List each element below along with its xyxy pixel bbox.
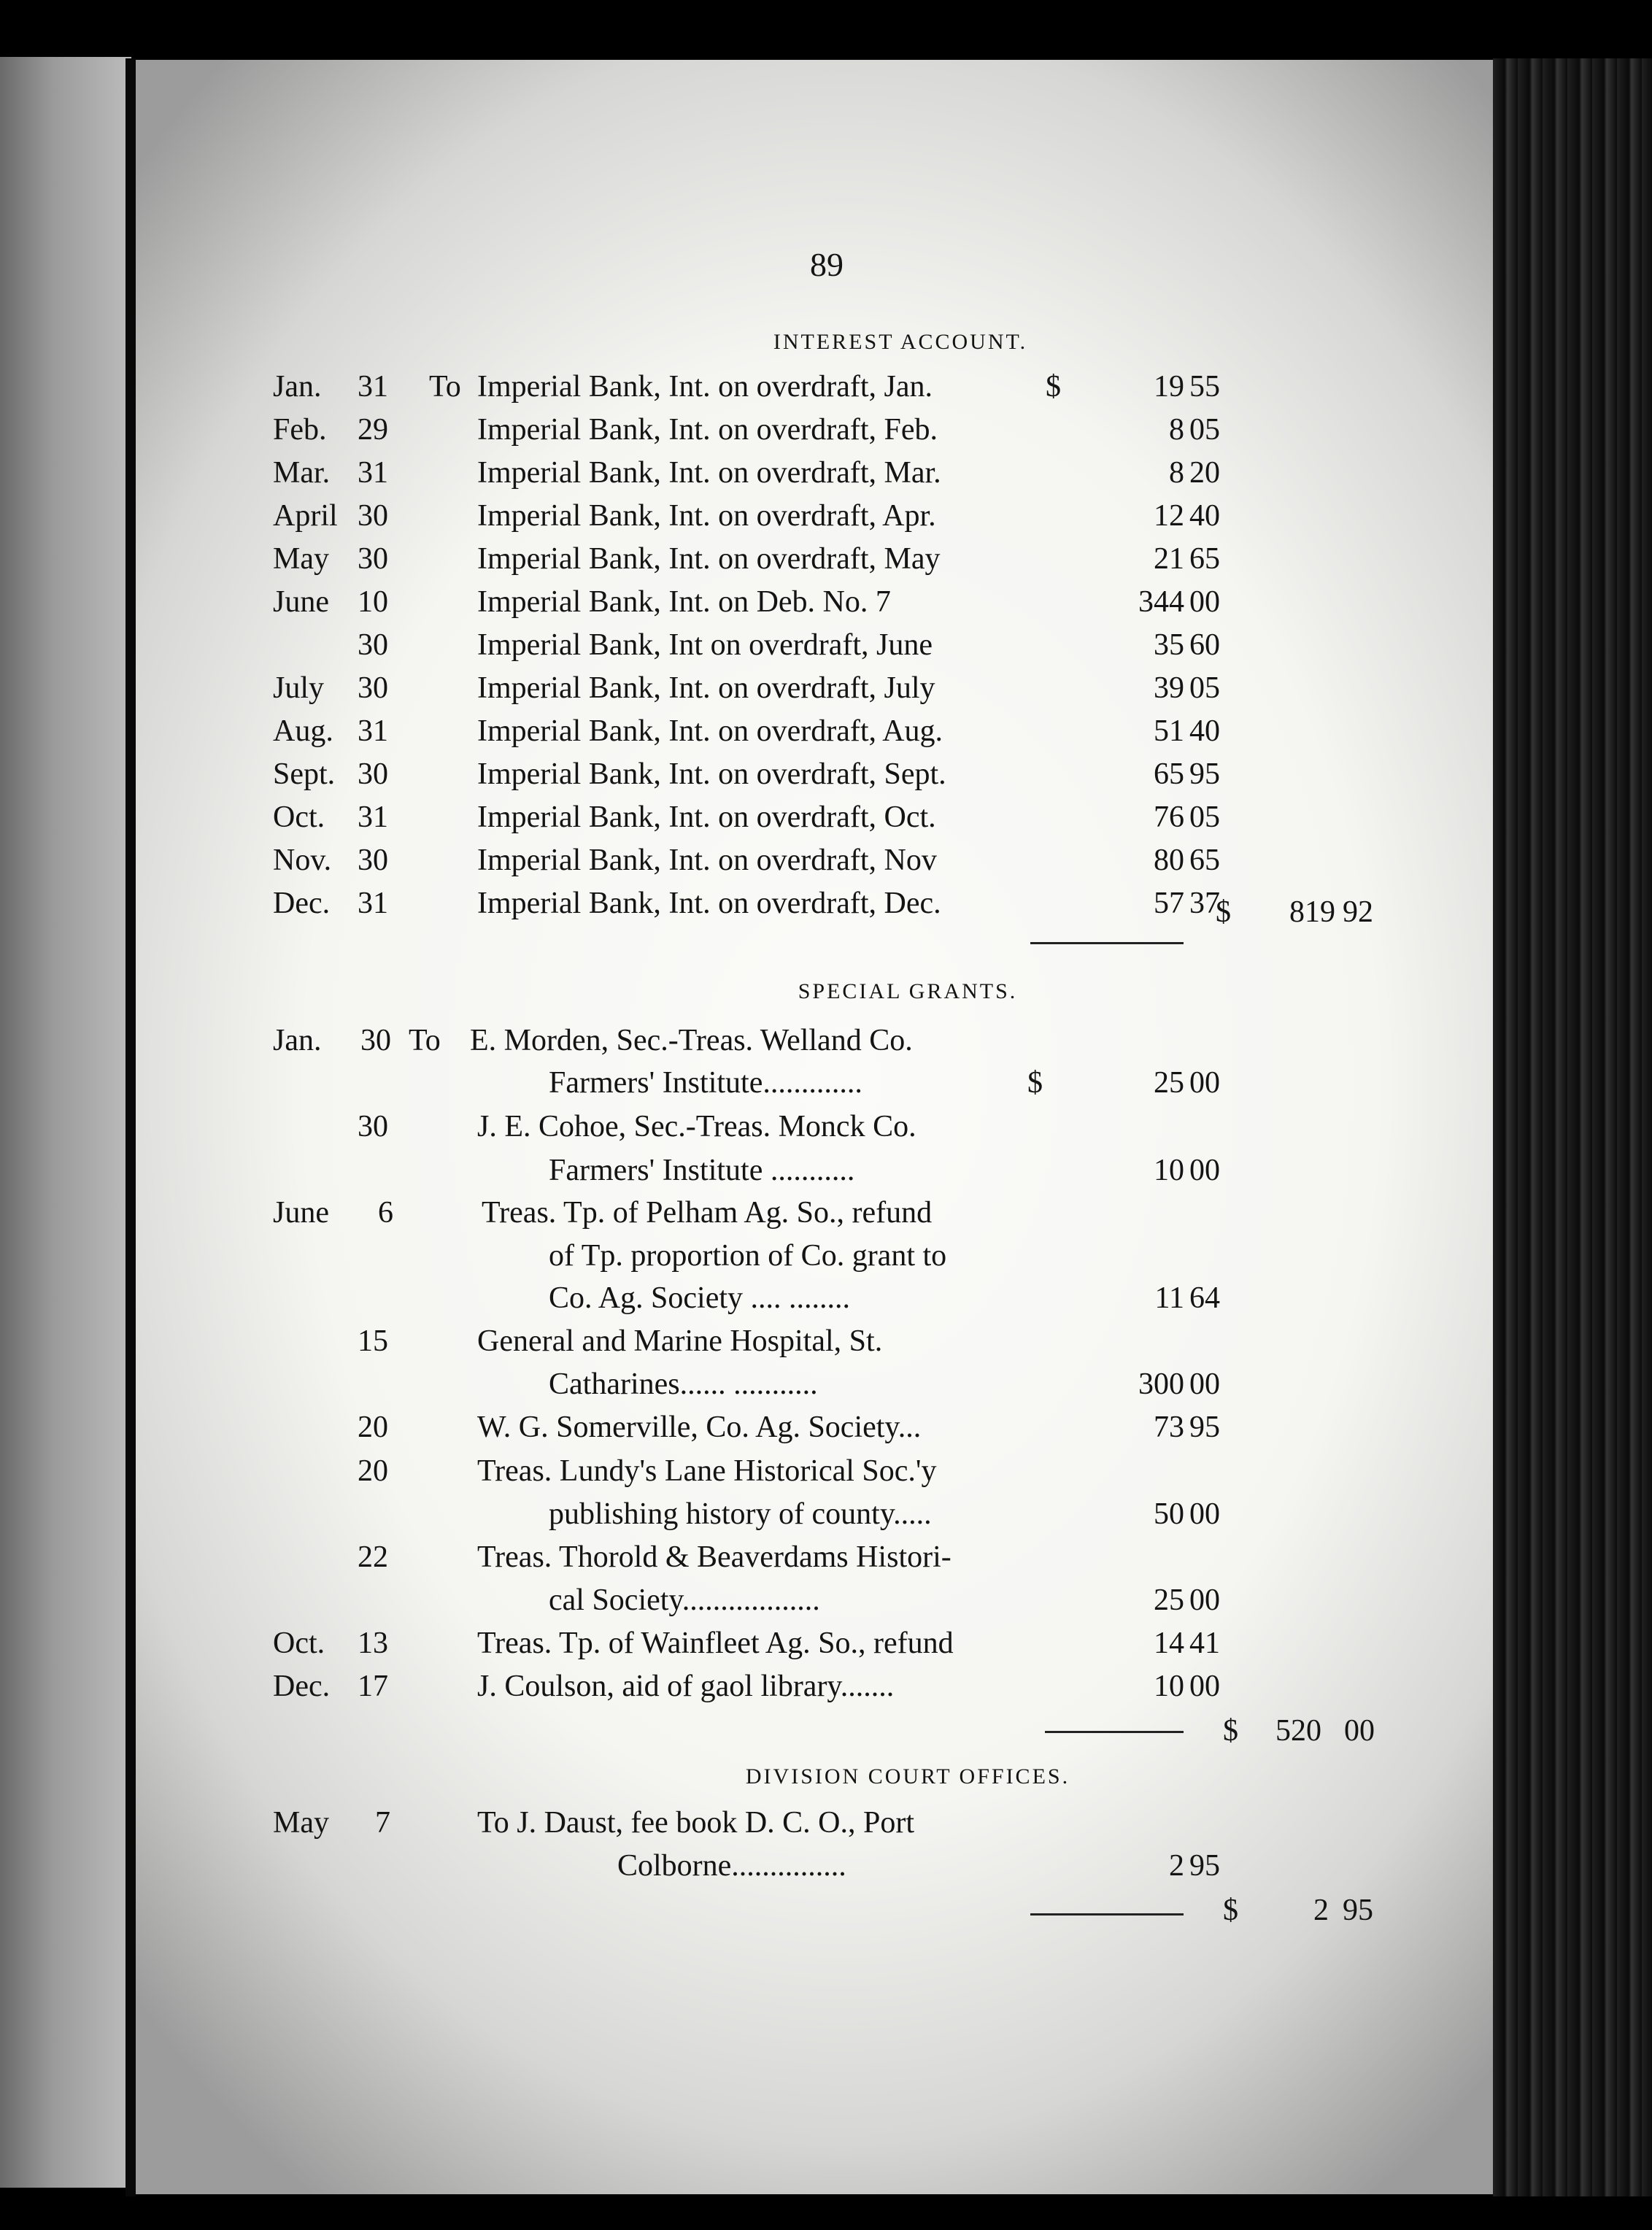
entry-month: Oct. xyxy=(273,1627,325,1660)
entry-cents: 20 xyxy=(1189,456,1220,490)
entry-description: Treas. Lundy's Lane Historical Soc.'y xyxy=(477,1454,937,1488)
interest-entry-row xyxy=(0,584,1652,627)
entry-day: 31 xyxy=(358,714,388,748)
entry-day: 22 xyxy=(358,1540,388,1574)
interest-total-dollar-sign: $ xyxy=(1216,895,1231,929)
entry-dollars: 11 xyxy=(1154,1281,1184,1315)
entry-dollars: 2 xyxy=(1169,1849,1184,1883)
entry-description: Colborne............... xyxy=(617,1849,846,1883)
interest-entry-row xyxy=(0,541,1652,584)
interest-total-cents: 92 xyxy=(1343,895,1373,929)
grants-total xyxy=(0,1713,1652,1756)
entry-description: Imperial Bank, Int. on overdraft, Oct. xyxy=(477,800,936,834)
entry-description: Treas. Tp. of Pelham Ag. So., refund xyxy=(482,1196,933,1230)
entry-description: Imperial Bank, Int. on overdraft, Dec. xyxy=(477,887,941,920)
entry-dollar-sign: $ xyxy=(1046,370,1061,404)
entry-dollars: 344 xyxy=(1138,585,1184,619)
entry-to: To xyxy=(429,370,461,404)
page-number: 89 xyxy=(810,246,844,283)
entry-day: 31 xyxy=(358,887,388,920)
entry-month: Sept. xyxy=(273,757,336,791)
entry-month: Dec. xyxy=(273,1670,331,1703)
entry-day: 29 xyxy=(358,413,388,447)
entry-month: Feb. xyxy=(273,413,327,447)
entry-cents: 65 xyxy=(1189,542,1220,576)
entry-dollars: 10 xyxy=(1154,1670,1184,1703)
entry-day: 30 xyxy=(358,671,388,705)
entry-description: Imperial Bank, Int. on overdraft, Aug. xyxy=(477,714,943,748)
division-total-dollars: 2 xyxy=(1313,1894,1329,1927)
division-total-cents: 95 xyxy=(1343,1894,1373,1927)
division-line xyxy=(0,1805,1652,1848)
entry-description: Imperial Bank, Int. on overdraft, Mar. xyxy=(477,456,941,490)
entry-day: 31 xyxy=(358,370,388,404)
interest-entry-row xyxy=(0,714,1652,756)
entry-dollars: 14 xyxy=(1154,1627,1184,1660)
grant-line xyxy=(0,1669,1652,1711)
entry-month: Mar. xyxy=(273,456,331,490)
entry-description: publishing history of county..... xyxy=(549,1497,932,1531)
entry-dollars: 8 xyxy=(1169,413,1184,447)
division-court-heading: DIVISION COURT OFFICES. xyxy=(745,1764,1070,1789)
grant-line xyxy=(0,1367,1652,1409)
interest-entry-row xyxy=(0,455,1652,498)
grant-line xyxy=(0,1583,1652,1625)
grant-line xyxy=(0,1023,1652,1065)
grants-total-dollars: 520 xyxy=(1275,1714,1321,1748)
entry-description: Imperial Bank, Int. on Deb. No. 7 xyxy=(477,585,891,619)
entry-dollars: 10 xyxy=(1154,1154,1184,1187)
entry-description: Treas. Tp. of Wainfleet Ag. So., refund xyxy=(477,1627,954,1660)
entry-cents: 00 xyxy=(1189,1367,1220,1401)
entry-cents: 41 xyxy=(1189,1627,1220,1660)
entry-description: J. E. Cohoe, Sec.-Treas. Monck Co. xyxy=(477,1110,916,1143)
entry-month: Nov. xyxy=(273,844,332,877)
entry-description: Co. Ag. Society .... ........ xyxy=(549,1281,851,1315)
entry-description: Imperial Bank, Int. on overdraft, Jan. xyxy=(477,370,933,404)
entry-day: 13 xyxy=(358,1627,388,1660)
entry-month: Dec. xyxy=(273,887,331,920)
entry-description: Farmers' Institute............. xyxy=(549,1066,862,1100)
interest-subtotal-rule xyxy=(1030,942,1184,944)
entry-dollars: 65 xyxy=(1154,757,1184,791)
entry-month: Oct. xyxy=(273,800,325,834)
grant-line xyxy=(0,1497,1652,1539)
entry-dollars: 25 xyxy=(1154,1583,1184,1617)
entry-day: 31 xyxy=(358,456,388,490)
interest-entry-row xyxy=(0,412,1652,455)
entry-cents: 64 xyxy=(1189,1281,1220,1315)
entry-description: General and Marine Hospital, St. xyxy=(477,1324,883,1358)
entry-cents: 05 xyxy=(1189,800,1220,834)
entry-dollars: 80 xyxy=(1154,844,1184,877)
interest-entry-row xyxy=(0,498,1652,541)
interest-account-heading: INTEREST ACCOUNT. xyxy=(773,330,1028,354)
entry-dollars: 39 xyxy=(1154,671,1184,705)
interest-entry-row xyxy=(0,843,1652,885)
entry-day: 6 xyxy=(378,1196,393,1230)
grant-line xyxy=(0,1109,1652,1151)
entry-cents: 60 xyxy=(1189,628,1220,662)
entry-description: Imperial Bank, Int. on overdraft, May xyxy=(477,542,941,576)
entry-to: To xyxy=(409,1024,441,1057)
grant-line xyxy=(0,1281,1652,1323)
entry-dollars: 57 xyxy=(1154,887,1184,920)
entry-description: Imperial Bank, Int. on overdraft, July xyxy=(477,671,935,705)
entry-month: May xyxy=(273,542,329,576)
entry-cents: 05 xyxy=(1189,671,1220,705)
entry-day: 15 xyxy=(358,1324,388,1358)
entry-cents: 95 xyxy=(1189,1849,1220,1883)
entry-month: April xyxy=(273,499,338,533)
interest-entry-row xyxy=(0,800,1652,842)
entry-day: 30 xyxy=(358,844,388,877)
entry-description: W. G. Somerville, Co. Ag. Society... xyxy=(477,1411,922,1444)
entry-description: of Tp. proportion of Co. grant to xyxy=(549,1239,947,1273)
entry-description: Imperial Bank, Int. on overdraft, Sept. xyxy=(477,757,946,791)
entry-description: E. Morden, Sec.-Treas. Welland Co. xyxy=(470,1024,913,1057)
entry-month: June xyxy=(273,1196,329,1230)
entry-dollars: 51 xyxy=(1154,714,1184,748)
grant-line xyxy=(0,1324,1652,1366)
entry-cents: 00 xyxy=(1189,585,1220,619)
entry-description: Imperial Bank, Int. on overdraft, Apr. xyxy=(477,499,936,533)
entry-cents: 37 xyxy=(1189,887,1220,920)
grants-total-cents: 00 xyxy=(1344,1714,1375,1748)
entry-month: May xyxy=(273,1806,329,1840)
entry-cents: 55 xyxy=(1189,370,1220,404)
entry-day: 30 xyxy=(358,499,388,533)
entry-cents: 95 xyxy=(1189,1411,1220,1444)
interest-total xyxy=(0,895,1652,937)
entry-description: Imperial Bank, Int. on overdraft, Feb. xyxy=(477,413,938,447)
entry-dollars: 8 xyxy=(1169,456,1184,490)
entry-description: Catharines...... ........... xyxy=(549,1367,818,1401)
entry-dollars: 19 xyxy=(1154,370,1184,404)
entry-day: 30 xyxy=(358,757,388,791)
division-total xyxy=(0,1893,1652,1935)
entry-dollars: 300 xyxy=(1138,1367,1184,1401)
interest-entry-row xyxy=(0,671,1652,713)
grant-line xyxy=(0,1410,1652,1452)
entry-month: Jan. xyxy=(273,370,322,404)
entry-month: July xyxy=(273,671,325,705)
entry-dollars: 12 xyxy=(1154,499,1184,533)
interest-entry-row xyxy=(0,628,1652,670)
entry-dollars: 76 xyxy=(1154,800,1184,834)
entry-description: J. Coulson, aid of gaol library....... xyxy=(477,1670,895,1703)
entry-dollars: 21 xyxy=(1154,542,1184,576)
entry-description: Treas. Thorold & Beaverdams Histori- xyxy=(477,1540,952,1574)
interest-entry-row xyxy=(0,369,1652,412)
entry-cents: 65 xyxy=(1189,844,1220,877)
entry-cents: 40 xyxy=(1189,714,1220,748)
entry-day: 7 xyxy=(375,1806,390,1840)
entry-day: 30 xyxy=(358,628,388,662)
entry-day: 10 xyxy=(358,585,388,619)
entry-cents: 00 xyxy=(1189,1583,1220,1617)
grants-total-dollar-sign: $ xyxy=(1223,1714,1238,1748)
entry-cents: 05 xyxy=(1189,413,1220,447)
entry-description: Imperial Bank, Int. on overdraft, Nov xyxy=(477,844,937,877)
grant-line xyxy=(0,1626,1652,1668)
entry-day: 20 xyxy=(358,1411,388,1444)
division-line xyxy=(0,1848,1652,1891)
entry-month: Jan. xyxy=(273,1024,322,1057)
entry-day: 20 xyxy=(358,1454,388,1488)
entry-dollars: 73 xyxy=(1154,1411,1184,1444)
division-total-dollar-sign: $ xyxy=(1223,1894,1238,1927)
interest-total-dollars: 819 xyxy=(1289,895,1335,929)
entry-cents: 00 xyxy=(1189,1154,1220,1187)
entry-cents: 00 xyxy=(1189,1670,1220,1703)
entry-day: 31 xyxy=(358,800,388,834)
entry-day: 30 xyxy=(358,1110,388,1143)
entry-cents: 40 xyxy=(1189,499,1220,533)
grant-line xyxy=(0,1238,1652,1281)
grant-line xyxy=(0,1454,1652,1496)
entry-month: Aug. xyxy=(273,714,333,748)
grant-line xyxy=(0,1540,1652,1582)
grant-line xyxy=(0,1065,1652,1108)
grant-line xyxy=(0,1153,1652,1195)
entry-dollars: 35 xyxy=(1154,628,1184,662)
grant-line xyxy=(0,1195,1652,1238)
interest-entry-row xyxy=(0,757,1652,799)
entry-dollars: 25 xyxy=(1154,1066,1184,1100)
entry-description: To J. Daust, fee book D. C. O., Port xyxy=(477,1806,915,1840)
entry-dollar-sign: $ xyxy=(1027,1066,1043,1100)
entry-month: June xyxy=(273,585,329,619)
entry-description: Farmers' Institute ........... xyxy=(549,1154,855,1187)
entry-day: 17 xyxy=(358,1670,388,1703)
entry-dollars: 50 xyxy=(1154,1497,1184,1531)
entry-cents: 95 xyxy=(1189,757,1220,791)
entry-day: 30 xyxy=(360,1024,391,1057)
entry-cents: 00 xyxy=(1189,1066,1220,1100)
entry-day: 30 xyxy=(358,542,388,576)
entry-description: Imperial Bank, Int on overdraft, June xyxy=(477,628,933,662)
entry-cents: 00 xyxy=(1189,1497,1220,1531)
entry-description: cal Society.................. xyxy=(549,1583,820,1617)
special-grants-heading: SPECIAL GRANTS. xyxy=(798,979,1018,1003)
